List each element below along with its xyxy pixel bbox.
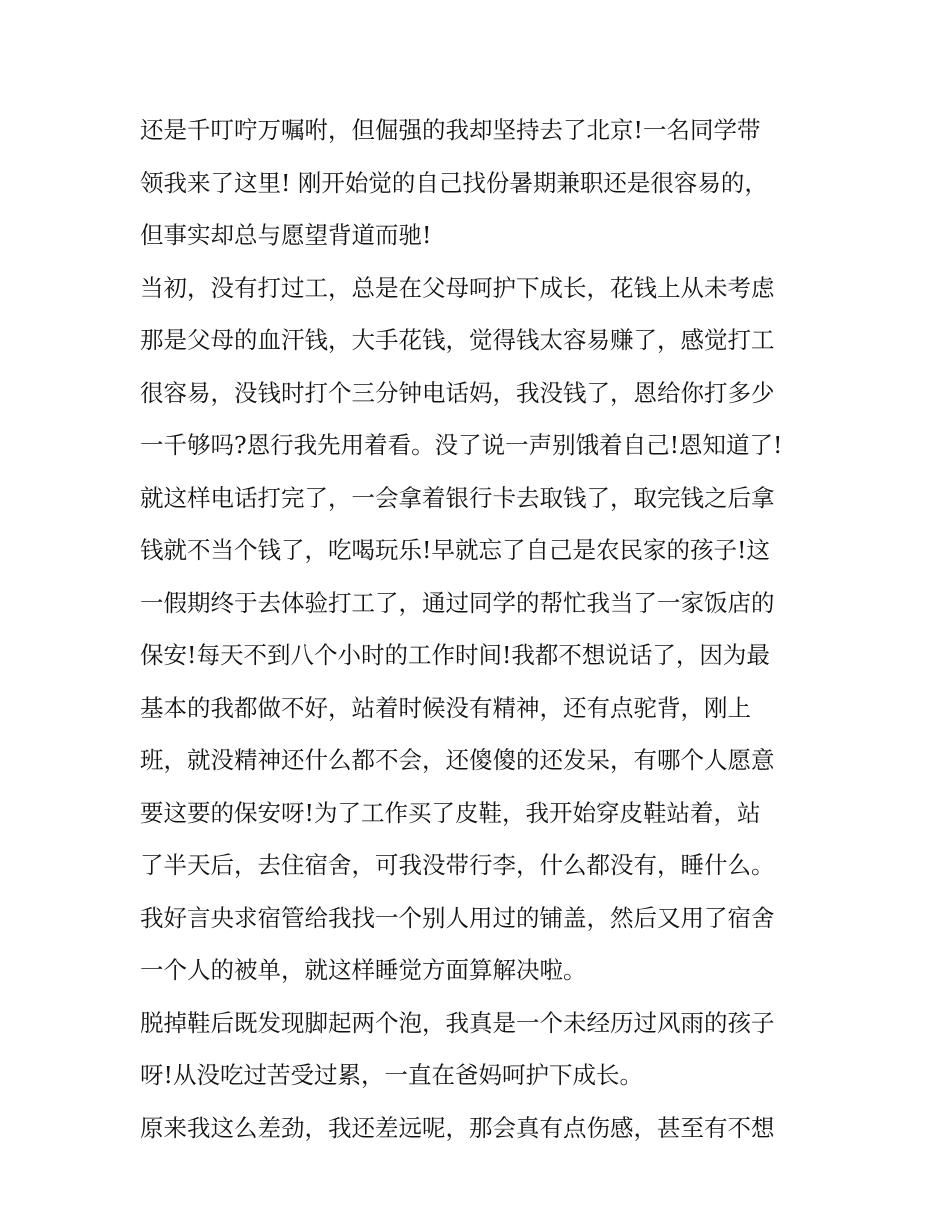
document-body xyxy=(140,110,820,1148)
text-line: 就这样电话打完了，一会拿着银行卡去取钱了，取完钱之后拿 xyxy=(140,483,775,512)
text-line: 当初，没有打过工，总是在父母呵护下成长，花钱上从未考虑 xyxy=(140,273,775,302)
text-line: 一假期终于去体验打工了，通过同学的帮忙我当了一家饭店的 xyxy=(140,588,775,617)
text-line: 但事实却总与愿望背道而驰! xyxy=(140,221,432,249)
text-line: 我好言央求宿管给我找一个别人用过的铺盖，然后又用了宿舍 xyxy=(140,903,775,932)
text-line: 领我来了这里! 刚开始觉的自己找份暑期兼职还是很容易的， xyxy=(140,168,768,197)
text-line: 呀!从没吃过苦受过累，一直在爸妈呵护下成长。 xyxy=(140,1061,643,1089)
text-line: 一个人的被单，就这样睡觉方面算解决啦。 xyxy=(140,956,587,984)
text-line: 钱就不当个钱了，吃喝玩乐!早就忘了自己是农民家的孩子!这 xyxy=(140,536,770,564)
text-line: 保安!每天不到八个小时的工作时间!我都不想说话了，因为最 xyxy=(140,641,770,669)
text-line: 脱掉鞋后既发现脚起两个泡，我真是一个未经历过风雨的孩子 xyxy=(140,1008,775,1037)
text-line: 那是父母的血汗钱，大手花钱，觉得钱太容易赚了，感觉打工 xyxy=(140,326,775,354)
text-line: 还是千叮咛万嘱咐，但倔强的我却坚持去了北京!一名同学带 xyxy=(140,116,761,144)
text-line: 原来我这么差劲，我还差远呢，那会真有点伤感，甚至有不想 xyxy=(140,1113,775,1142)
text-line: 基本的我都做不好，站着时候没有精神，还有点驼背，刚上 xyxy=(140,693,751,722)
text-line: 很容易，没钱时打个三分钟电话妈，我没钱了，恩给你打多少 xyxy=(140,378,775,407)
text-line: 了半天后，去住宿舍，可我没带行李，什么都没有，睡什么。 xyxy=(140,851,775,879)
text-line: 班，就没精神还什么都不会，还傻傻的还发呆，有哪个人愿意 xyxy=(140,746,775,774)
text-line: 要这要的保安呀!为了工作买了皮鞋，我开始穿皮鞋站着，站 xyxy=(140,798,761,827)
text-line: 一千够吗?恩行我先用着看。没了说一声别饿着自己!恩知道了! xyxy=(140,431,783,459)
